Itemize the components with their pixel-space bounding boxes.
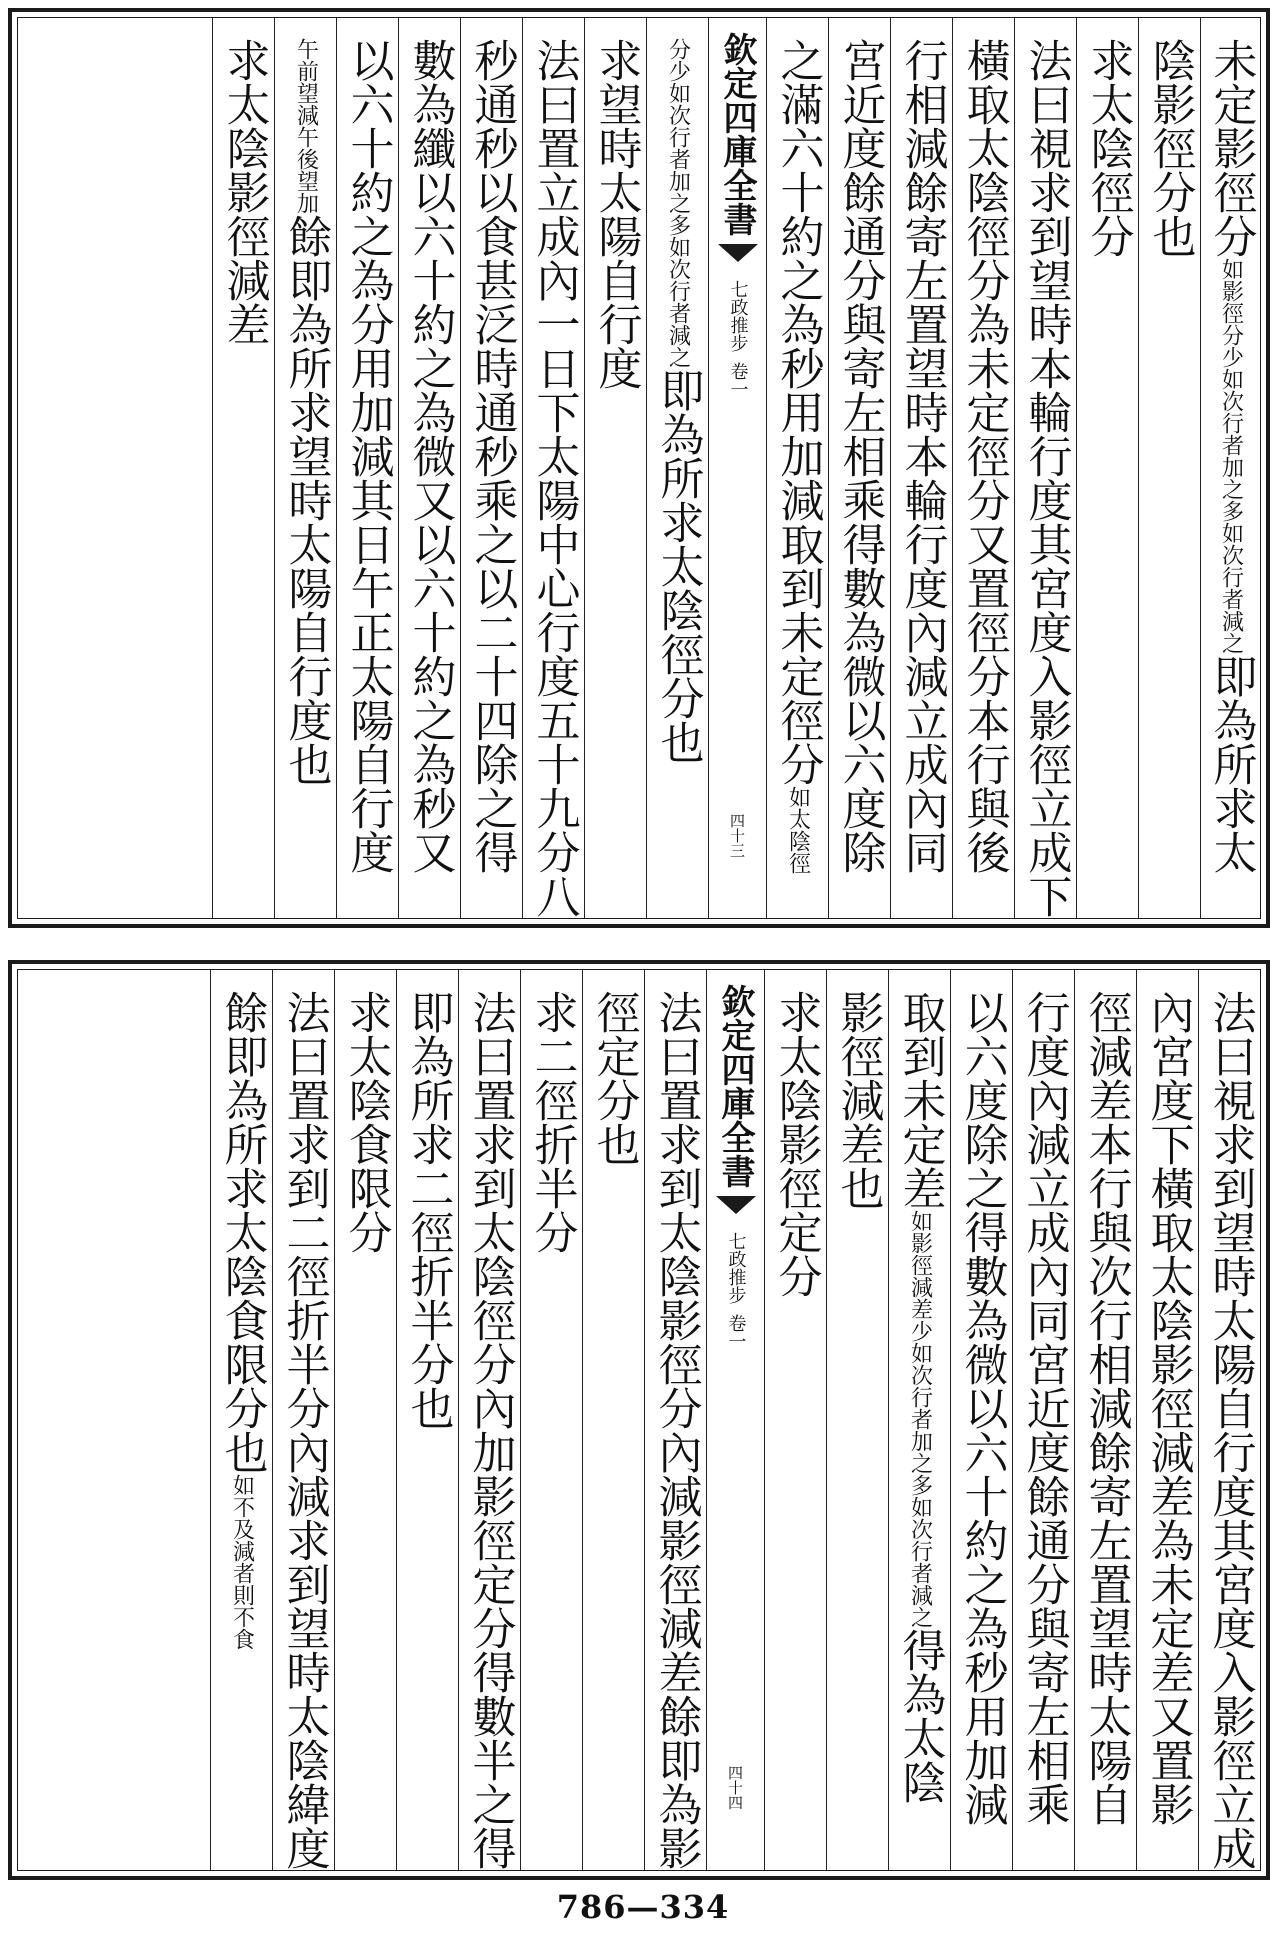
column-4: 法曰視求到望時本輪行度其宮度入影徑立成下 [1014,18,1076,918]
column-11: 求二徑折半分 [520,970,582,1870]
annotation: 如太陰徑 [785,786,811,874]
column-5: 以六度除之得數為微以六十約之為秒用加減 [950,970,1012,1870]
column-1: 未定影徑分如影徑分少如次行者加之多如次行者減之即為所求太 [1200,18,1260,918]
column-4: 行度內減立成內同宮近度餘通分與寄左相乘 [1012,970,1074,1870]
column-3: 求太陰徑分 [1076,18,1138,918]
column-15: 午前望減午後望加餘即為所求望時太陽自行度也 [274,18,336,918]
column-9: 分少如次行者加之多如次行者減之即為所求太陰徑分也 [646,18,708,918]
volume-label: 卷一 [725,1314,747,1350]
column-7: 宮近度餘通分與寄左相乘得數為微以六度除 [828,18,890,918]
column-7: 影徑減差也 [826,970,888,1870]
column-5: 橫取太陰徑分為未定徑分又置徑分本行與後 [952,18,1014,918]
chapter-label: 七政推步 [725,1232,747,1304]
center-band [706,970,764,1870]
volume-label: 卷一 [727,362,749,398]
annotation: 午前望減午後望加 [293,38,319,214]
column-12: 法曰置求到太陰徑分內加影徑定分得數半之得 [458,970,520,1870]
folio-number: 四十三 [728,813,746,858]
column-15: 法曰置求到二徑折半分內減求到望時太陰緯度 [272,970,334,1870]
columns-bottom [18,970,1260,1870]
column-14: 求太陰食限分 [334,970,396,1870]
page-footer: 786—334 [556,1888,730,1926]
column-6: 取到未定差如影徑減差少如次行者加之多如次行者減之得為太陰 [888,970,950,1870]
chapter-label: 七政推步 [727,280,749,352]
annotation: 如不及減者則不食 [229,1474,255,1650]
column-2: 內宮度下橫取太陰影徑減差為未定差又置影 [1136,970,1198,1870]
column-11: 法曰置立成內一日下太陽中心行度五十九分八 [522,18,584,918]
page-top [8,8,1270,928]
column-9: 法曰置求到太陰影徑分內減影徑減差餘即為影 [644,970,706,1870]
column-10: 徑定分也 [582,970,644,1870]
fish-tail-icon [718,244,758,262]
page-bottom [8,960,1270,1880]
annotation: 如影徑減差少如次行者加之多如次行者減之 [907,1210,933,1628]
book-title: 欽定四庫全書 [717,32,757,236]
columns-top [18,18,1260,918]
column-6: 行相減餘寄左置望時本輪行度內減立成內同 [890,18,952,918]
folio-number: 四十四 [726,1765,744,1810]
annotation: 如影徑分少如次行者加之多如次行者減之 [1218,258,1244,654]
fish-tail-icon [716,1196,756,1214]
column-14: 以六十約之為分用加減其日午正太陽自行度 [336,18,398,918]
column-13: 即為所求二徑折半分也 [396,970,458,1870]
column-1: 法曰視求到望時太陽自行度其宮度入影徑立成 [1198,970,1260,1870]
column-10: 求望時太陽自行度 [584,18,646,918]
annotation: 分少如次行者加之多如次行者減之 [665,38,691,368]
column-16: 餘即為所求太陰食限分也如不及減者則不食 [210,970,272,1870]
book-title: 欽定四庫全書 [715,984,755,1188]
column-8: 求太陰影徑定分 [764,970,826,1870]
center-band [708,18,766,918]
column-3: 徑減差本行與次行相減餘寄左置望時太陽自 [1074,970,1136,1870]
column-8: 之滿六十約之為秒用加減取到未定徑分如太陰徑 [766,18,828,918]
column-16: 求太陰影徑減差 [212,18,274,918]
column-2: 陰影徑分也 [1138,18,1200,918]
column-12: 秒通秒以食甚泛時通秒乘之以二十四除之得 [460,18,522,918]
column-13: 數為纖以六十約之為微又以六十約之為秒又 [398,18,460,918]
